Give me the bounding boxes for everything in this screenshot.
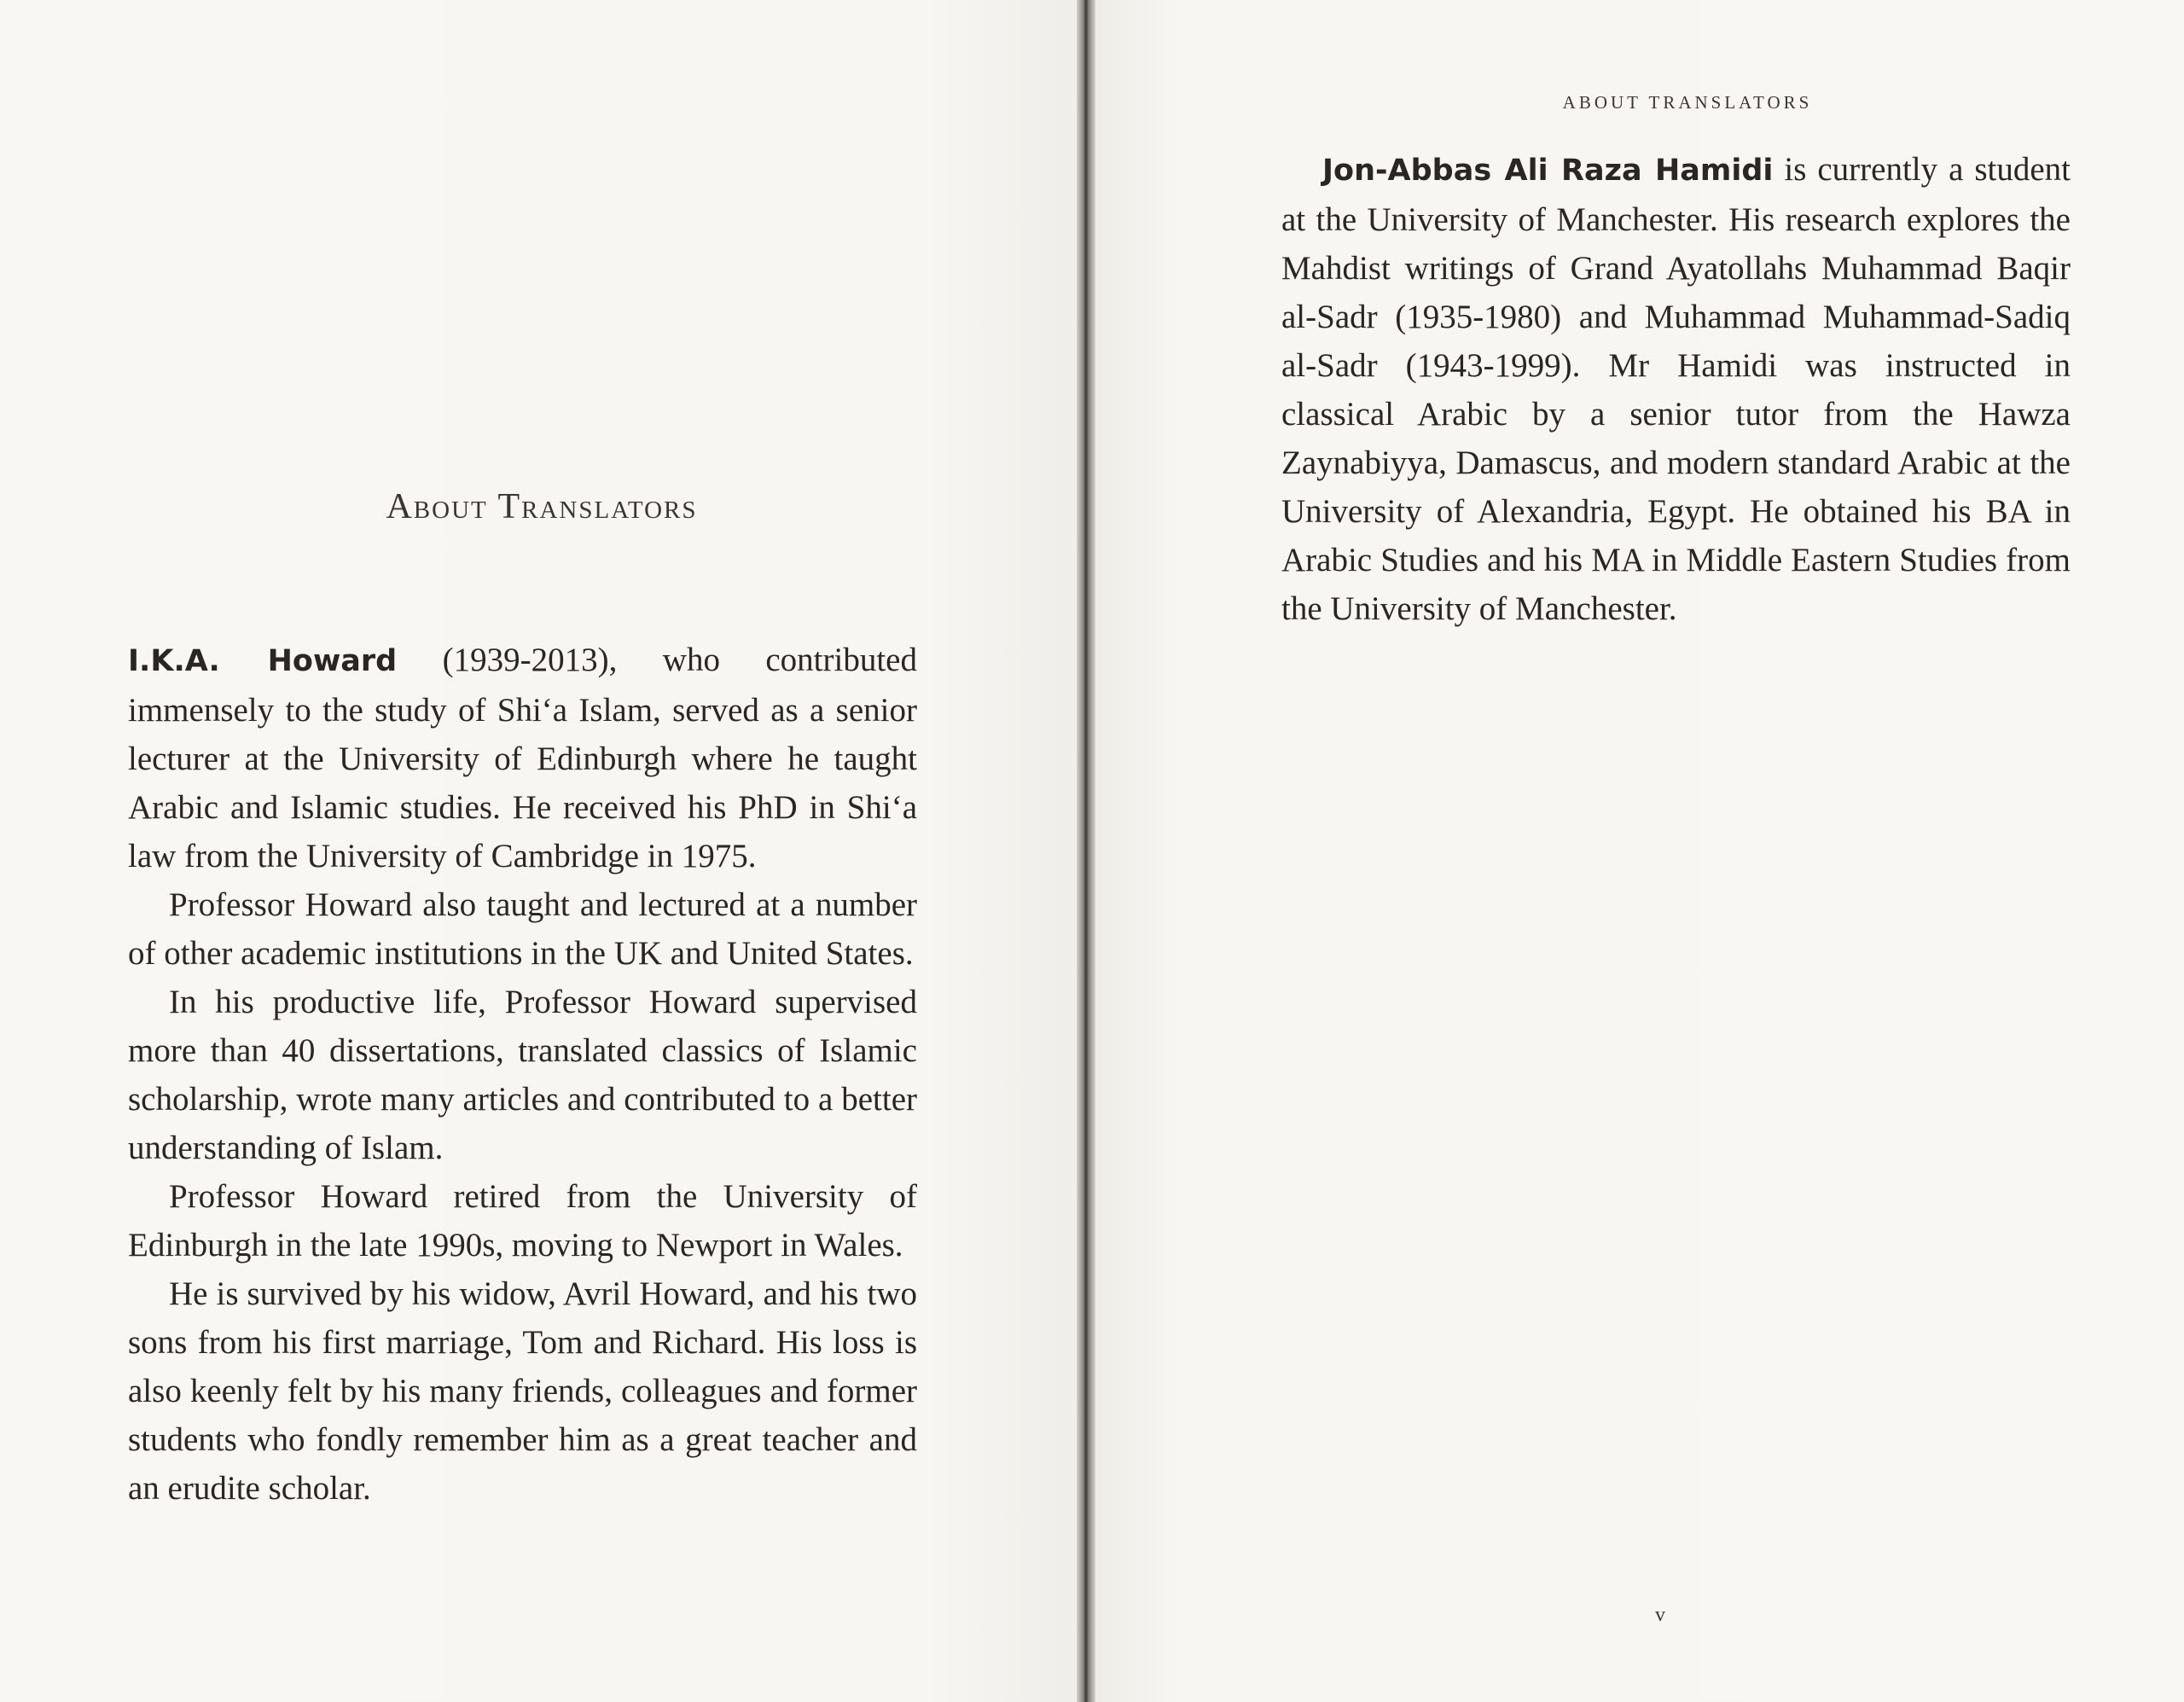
paragraph: He is survived by his widow, Avril Howard, and his two sons from his first marriage, Tom and Richard. His loss is also keenly felt by his many friends, colleagues and former students who fondly remember him as a great teacher and an erudite scholar. [128,1275,917,1507]
left-page-body [128,636,917,1513]
book-gutter [1077,0,1095,1702]
paragraph-text: is currently a student at the University of Manchester. His research explores the Mahdist writings of Grand Ayatollahs Muhammad Baqir al-Sadr (1935-1980) and Muhammad Muhammad-Sadiq al-Sadr (1943-1999). Mr Hamidi was instructed in classical Arabic by a senior tutor from the Hawza Zaynabiyya, Damascus, and modern standard Arabic at the University of Alexandria, Egypt. He obtained his BA in Arabic Studies and his MA in Middle Eastern Studies from the University of Manchester. [1281,151,2071,627]
chapter-title: About Translators [386,487,698,526]
running-head: ABOUT TRANSLATORS [1562,92,1813,113]
paragraph-text: (1939-2013), who contributed immensely to the study of Shi‘a Islam, served as a senior lecturer at the University of Edinburgh where he taught Arabic and Islamic studies. He received his PhD in Shi‘a law from the University of Cambridge in 1975. [128,642,917,874]
page-number: v [1655,1604,1665,1626]
translator-name-hamidi: Jon-Abbas Ali Raza Hamidi [1322,154,1774,188]
paragraph: In his productive life, Professor Howard supervised more than 40 dissertations, translated classics of Islamic scholarship, wrote many articles and contributed to a better understanding of Islam. [128,984,917,1166]
paragraph: Professor Howard also taught and lectured at a number of other academic institutions in the UK and United States. [128,886,917,972]
howard-bio-paragraph [128,636,917,880]
right-page-body [1281,145,2071,633]
translator-name-howard: I.K.A. Howard [128,644,398,678]
paragraph: Professor Howard retired from the University of Edinburgh in the late 1990s, moving to Newport in Wales. [128,1178,917,1263]
hamidi-bio-paragraph [1281,145,2071,633]
